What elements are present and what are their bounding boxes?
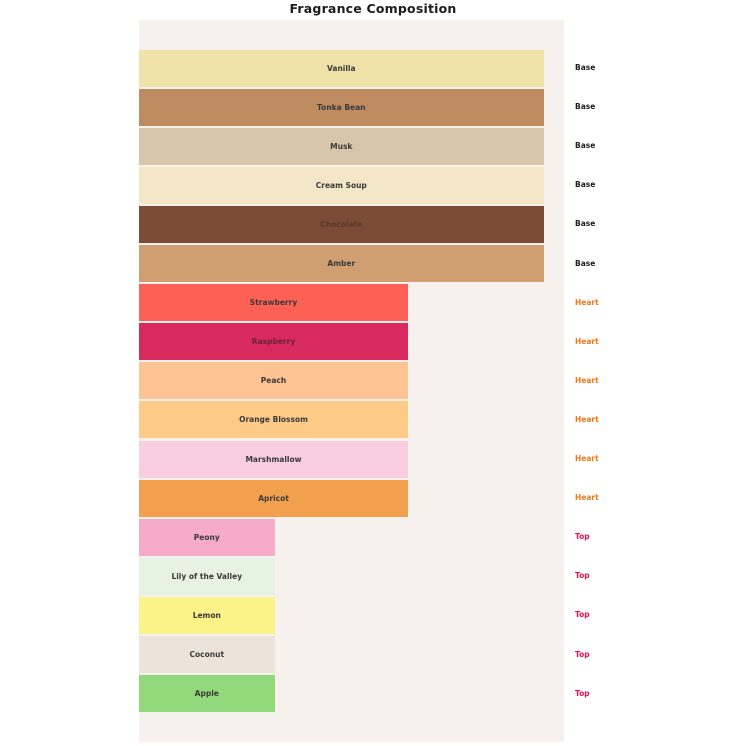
bar-row <box>139 636 564 673</box>
bar-row <box>139 675 564 712</box>
bar-label: Orange Blossom <box>239 415 308 425</box>
bar-label: Cream Soup <box>315 180 367 190</box>
bar-row <box>139 401 564 438</box>
bar-label: Apricot <box>258 493 289 503</box>
bar-label: Strawberry <box>249 298 298 308</box>
bar-label: Apple <box>194 689 219 699</box>
bar-row <box>139 50 564 87</box>
bar-row <box>139 323 564 360</box>
bar-row <box>139 284 564 321</box>
bar-label: Tonka Bean <box>317 102 366 112</box>
bar-label: Musk <box>330 141 353 151</box>
fragrance-composition-chart: Fragrance Composition Vanilla Tonka Bean Musk Cream Soup Chocolate Amber Strawberry Raspberry Peach Orange Blossom Marshmallow Apricot Peony Lily of the Valley Lemon Coconut Apple Base Base Base Base Base Base Heart Heart Heart Heart Heart Heart Top Top Top Top Top <box>0 0 746 746</box>
bar-label: Raspberry <box>251 337 296 347</box>
bar-row <box>139 245 564 282</box>
bar-row <box>139 89 564 126</box>
bar-label: Peony <box>193 532 220 542</box>
bar-row <box>139 558 564 595</box>
bar-row <box>139 128 564 165</box>
chart-title: Fragrance Composition <box>289 1 457 16</box>
bar-row <box>139 597 564 634</box>
bar-row <box>139 206 564 243</box>
bar-label: Marshmallow <box>245 454 302 464</box>
bar-label: Amber <box>327 259 356 268</box>
bar-row <box>139 362 564 399</box>
bar-row <box>139 167 564 204</box>
bar-row <box>139 480 564 517</box>
bar-row <box>139 519 564 556</box>
bar-label: Lemon <box>192 610 221 620</box>
bar-label: Chocolate <box>320 219 363 229</box>
bar-label: Vanilla <box>327 63 356 73</box>
bar-label: Coconut <box>189 650 225 659</box>
bar-label: Peach <box>260 376 287 386</box>
bar-row <box>139 441 564 478</box>
bar-label: Lily of the Valley <box>171 571 243 581</box>
